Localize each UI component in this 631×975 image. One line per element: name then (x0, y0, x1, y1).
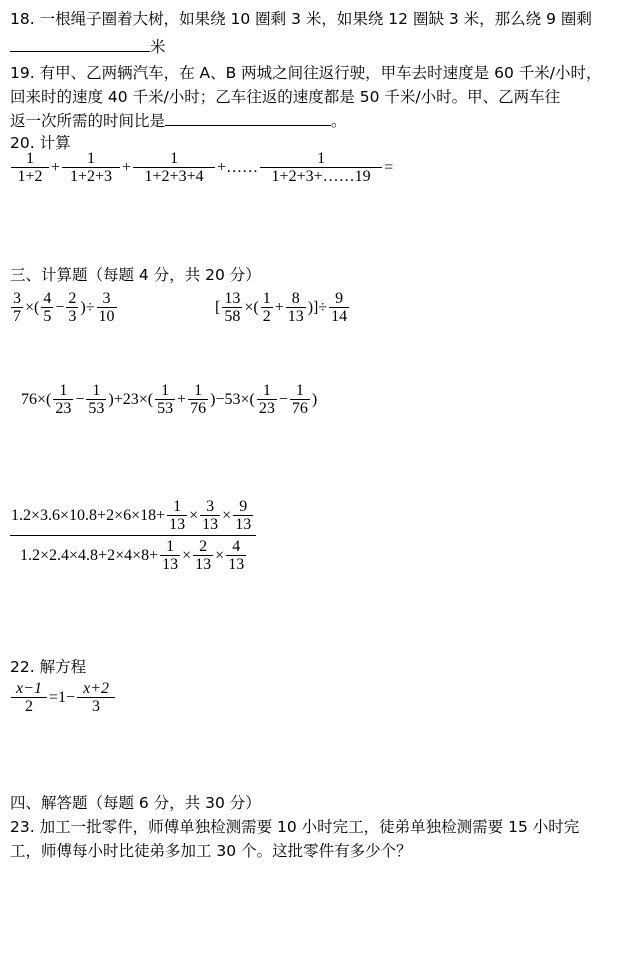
q19-end: 。 (331, 112, 347, 130)
expr4-numerator: 1.2×3.6×10.8+2×6×18+ $\frac{1}{13}$ × $\frac{3}{13}$ × $\frac{9}{13}$ (11, 498, 252, 533)
q19-line3 (10, 110, 347, 132)
q19-line3-text: 返一次所需的时间比是 (10, 112, 166, 130)
sec3-expr-3: 76×( $\frac{1}{23}$ − $\frac{1}{53}$ )+23×( $\frac{1}{53}$ + $\frac{1}{76}$ )−53×( $\frac{1}{23}$ − $\frac{1}{76}$ ) (21, 382, 318, 417)
q18-answer-blank[interactable] (10, 36, 150, 52)
section-3-title: 三、计算题（每题 4 分，共 20 分） (10, 266, 261, 284)
sec3-expr-1: $\frac{3}{7}$ ×( $\frac{4}{5}$ − $\frac{2}{3}$ )÷ $\frac{3}{10}$ (13, 290, 115, 325)
sec3-expr-4 (10, 498, 256, 573)
q23-line1: 23. 加工一批零件，师傅单独检测需要 10 小时完工，徒弟单独检测需要 15 小时完 (10, 818, 580, 836)
q20-frac-4: $\frac{1}{1+2+3+\dots\dots 19}$ (259, 150, 383, 185)
q20-frac-3: $\frac{1}{1+2+3+4}$ (132, 150, 216, 185)
q19-line1: 19. 有甲、乙两辆汽车，在 A、B 两城之间往返行驶，甲车去时速度是 60 千米/小时， (10, 64, 602, 82)
expr4-denominator: 1.2×2.4×4.8+2×4×8+ $\frac{1}{13}$ × $\frac{2}{13}$ × $\frac{4}{13}$ (10, 535, 256, 573)
q22-equation: $\frac{x-1}{2}$ =1− $\frac{x+2}{3}$ (10, 680, 116, 715)
q20-frac-2: $\frac{1}{1+2+3}$ (61, 150, 121, 185)
q19-line2: 回来时的速度 40 千米/小时；乙车往返的速度都是 50 千米/小时。甲、乙两车往 (10, 88, 561, 106)
sec3-expr-2: [ $\frac{13}{58}$ ×( $\frac{1}{2}$ + $\frac{8}{13}$ )]÷ $\frac{9}{14}$ (215, 290, 348, 325)
q20-title: 20. 计算 (10, 134, 71, 152)
section-4-title: 四、解答题（每题 6 分，共 30 分） (10, 794, 261, 812)
q20-frac-1: $\frac{1}{1+2}$ (10, 150, 50, 185)
q23-line2: 工，师傅每小时比徒弟多加工 30 个。这批零件有多少个？ (10, 842, 412, 860)
q20-expression: $\frac{1}{1+2}$ + $\frac{1}{1+2+3}$ + $\frac{1}{1+2+3+4}$ +…… $\frac{1}{1+2+3+\dots\dots 19}$ = (10, 150, 394, 185)
q18-line2 (10, 36, 166, 58)
q19-answer-blank[interactable] (165, 110, 331, 126)
q22-title: 22. 解方程 (10, 658, 87, 676)
q18-unit: 米 (150, 38, 166, 56)
q18-line1: 18. 一根绳子圈着大树，如果绕 10 圈剩 3 米，如果绕 12 圈缺 3 米，那么绕 9 圈剩 (10, 10, 592, 28)
